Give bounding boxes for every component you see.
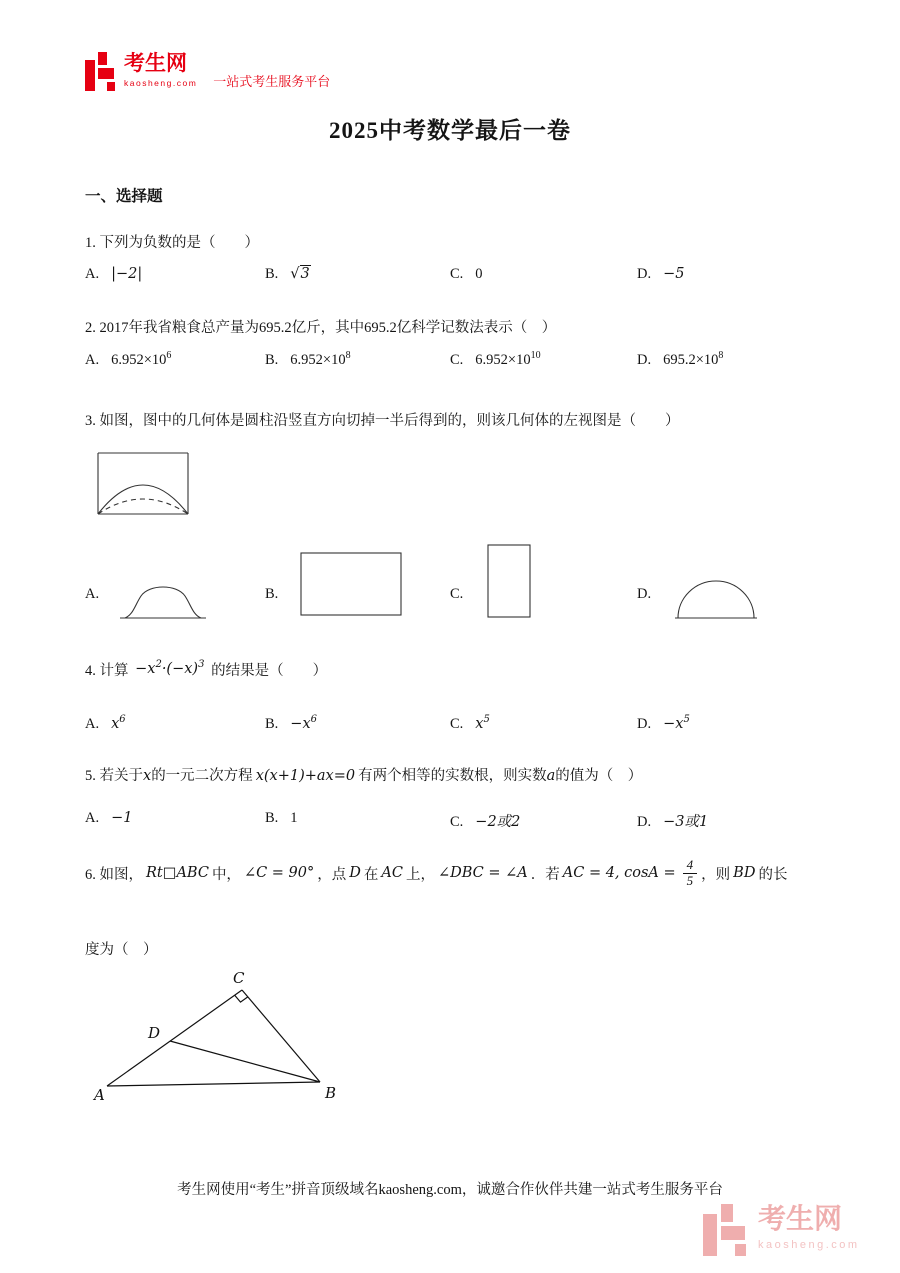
watermark-domain: kaosheng.com bbox=[758, 1238, 860, 1251]
option-label: C. bbox=[450, 814, 464, 830]
radicand: 3 bbox=[300, 266, 310, 282]
question-6-stem-line1: 6. 如图， Rt□ABC 中， ∠C = 90° ，点 D 在 AC 上， ∠DBC = ∠A ．若 AC = 4, cosA = $\frac{4}{5}$ ，则 BD 的长 bbox=[85, 857, 788, 888]
mantissa: 695.2×10 bbox=[663, 352, 719, 368]
question-5-stem: 5. 若关于x的一元二次方程 x(x+1)+ax=0 有两个相等的实数根，则实数a的值为（ ） bbox=[85, 768, 643, 784]
q4-option-c: C. $x^5$ bbox=[450, 714, 490, 732]
q1-option-a bbox=[85, 266, 142, 283]
q3-option-b bbox=[265, 586, 278, 603]
q5-option-a: A. −1 bbox=[85, 810, 133, 826]
option-label: D. bbox=[637, 814, 652, 830]
watermark-text-block bbox=[758, 1204, 860, 1251]
mantissa: 6.952×10 bbox=[290, 352, 346, 368]
q5-option-b: B. 1 bbox=[265, 810, 298, 826]
option-label: B. bbox=[265, 810, 279, 826]
exponent: 6 bbox=[166, 350, 172, 362]
question-6-stem-line2: 度为（ ） bbox=[85, 942, 158, 958]
q3-option-d bbox=[637, 586, 651, 603]
q4-option-a: A. $x^6$ bbox=[85, 714, 126, 732]
fraction: $\frac{4}{5}$ bbox=[683, 858, 698, 889]
option-value: |−2| bbox=[111, 266, 143, 282]
option-label: D. bbox=[637, 586, 652, 602]
q3-option-d-figure bbox=[673, 576, 759, 622]
option-label: B. bbox=[265, 352, 279, 368]
q2-option-c bbox=[450, 352, 541, 369]
q2-option-b bbox=[265, 352, 351, 369]
option-label: B. bbox=[265, 266, 279, 282]
question-2-stem: 2. 2017年我省粮食总产量为695.2亿斤，其中695.2亿科学记数法表示（ ） bbox=[85, 320, 557, 336]
radical-sign: √ bbox=[290, 266, 300, 282]
site-header bbox=[85, 52, 330, 92]
half-cylinder-figure bbox=[93, 440, 193, 528]
watermark bbox=[703, 1204, 860, 1256]
vertex-label-b: B bbox=[325, 1084, 337, 1102]
q3-option-a-figure bbox=[118, 578, 208, 622]
triangle-figure bbox=[92, 968, 342, 1108]
vertex-label-d: D bbox=[148, 1024, 161, 1042]
mantissa: 6.952×10 bbox=[475, 352, 531, 368]
q5-option-c: C. −2或2 bbox=[450, 814, 521, 830]
option-label: D. bbox=[637, 716, 652, 732]
q1-option-d bbox=[637, 266, 684, 283]
q3-option-c bbox=[450, 586, 463, 603]
brand-name: 考生网 bbox=[124, 52, 187, 75]
question-4-stem bbox=[85, 659, 327, 680]
q2-option-d bbox=[637, 352, 723, 369]
q4-option-b: B. $-x^6$ bbox=[265, 714, 317, 732]
option-label: C. bbox=[450, 716, 464, 732]
q3-option-c-figure bbox=[487, 544, 531, 618]
brand-logo-icon bbox=[85, 52, 115, 92]
footer-text: 考生网使用“考生”拼音顶级域名kaosheng.com，诚邀合作伙伴共建一站式考生服务平台 bbox=[177, 1182, 723, 1198]
stem-text: 4. 计算 bbox=[85, 663, 129, 679]
option-label: B. bbox=[265, 586, 279, 602]
q2-option-a bbox=[85, 352, 171, 369]
option-label: A. bbox=[85, 586, 100, 602]
stem-formula: $-x^2\cdot(-x)^3$ bbox=[135, 659, 205, 677]
option-label: A. bbox=[85, 266, 100, 282]
q3-option-b-figure bbox=[300, 552, 402, 616]
q4-option-d: D. $-x^5$ bbox=[637, 714, 690, 732]
q1-option-b bbox=[265, 266, 311, 283]
page-title: 2025中考数学最后一卷 bbox=[329, 118, 571, 143]
option-label: C. bbox=[450, 266, 464, 282]
exponent: 8 bbox=[718, 350, 724, 362]
exponent: 8 bbox=[345, 350, 351, 362]
option-value: −5 bbox=[663, 266, 685, 282]
option-label: A. bbox=[85, 716, 100, 732]
question-3-stem: 3. 如图，图中的几何体是圆柱沿竖直方向切掉一半后得到的，则该几何体的左视图是（ ） bbox=[85, 413, 680, 429]
stem-text: 的结果是（ ） bbox=[211, 663, 328, 679]
watermark-logo-icon bbox=[703, 1204, 749, 1256]
brand-domain: kaosheng.com bbox=[124, 78, 198, 89]
option-label: C. bbox=[450, 352, 464, 368]
brand-block bbox=[124, 52, 197, 88]
option-value: 0 bbox=[475, 266, 483, 282]
option-label: A. bbox=[85, 352, 100, 368]
brand-slogan: 一站式考生服务平台 bbox=[213, 74, 331, 89]
question-1-stem: 1. 下列为负数的是（ ） bbox=[85, 235, 259, 251]
q5-option-d: D. −3或1 bbox=[637, 814, 709, 830]
option-label: D. bbox=[637, 352, 652, 368]
vertex-label-a: A bbox=[94, 1086, 105, 1104]
section-heading: 一、选择题 bbox=[85, 188, 163, 205]
vertex-label-c: C bbox=[233, 969, 245, 987]
mantissa: 6.952×10 bbox=[111, 352, 167, 368]
option-label: A. bbox=[85, 810, 100, 826]
option-label: C. bbox=[450, 586, 464, 602]
q3-option-a bbox=[85, 586, 99, 603]
option-label: B. bbox=[265, 716, 279, 732]
exponent: 10 bbox=[530, 350, 541, 362]
q1-option-c bbox=[450, 266, 483, 283]
watermark-brand: 考生网 bbox=[758, 1203, 843, 1234]
option-label: D. bbox=[637, 266, 652, 282]
